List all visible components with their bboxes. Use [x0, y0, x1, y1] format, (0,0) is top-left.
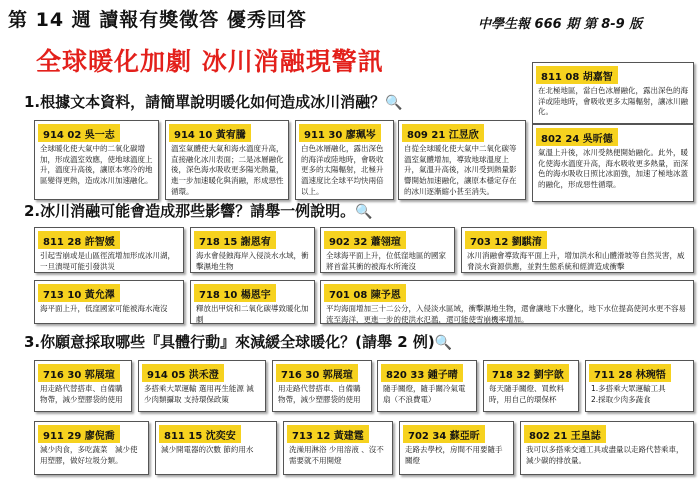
answer-card: [377, 360, 477, 412]
answer-text: 每天隨手關燈、買飲料時，用自己的環保杯: [489, 384, 564, 404]
answer-text: 引起雪崩或是山區徑流增加形成冰川湖，一旦潰堤可能引發洪災: [40, 251, 175, 271]
student-tag: 711 28 林琬牾: [589, 364, 671, 382]
answer-text: 白色冰層融化，露出深色的海洋或陸地時，會吸收更多的太陽輻射，北極升溫速度比全球平均快兩倍以上。: [301, 144, 384, 196]
student-tag: 902 32 蕭翎瑄: [324, 231, 406, 249]
answer-text: 溫室氣體使大氣和海水溫度升高，直接融化冰川表面；二是冰層融化後，深色海水吸收更多陽光熱量，進一步加速暖化與消融，形成惡性循環。: [171, 144, 284, 196]
student-tag: 713 10 黃允澤: [38, 284, 120, 302]
answer-text: 隨手關燈，隨手關冷氣電扇（不浪費電）: [383, 384, 466, 404]
answer-text: 冰川消融會導致海平面上升，增加洪水和山體滑坡等自然災害，威脅淡水資源供應，並對生態系統和經濟造成衝擊: [467, 251, 685, 271]
answer-card: [398, 120, 526, 200]
student-tag: 911 29 廖倪喬: [38, 425, 120, 443]
student-tag: 914 02 吳一志: [38, 124, 120, 142]
answer-card: [461, 227, 694, 273]
week-title: 第 14 週 讀報有獎徵答 優秀回答: [8, 9, 307, 31]
answer-card: [34, 360, 132, 412]
answer-card: [320, 280, 694, 324]
answer-text: 1.多搭乘大眾運輸工具 2.採取少肉多蔬食: [591, 384, 666, 404]
headline: 全球暖化加劇 冰川消融現警訊: [36, 47, 384, 76]
answer-card: [34, 120, 159, 200]
answer-text: 釋放出甲烷和二氧化碳導致暖化加劇: [196, 304, 309, 324]
answer-text: 用走路代替搭車、自備購物帶，減少塑膠袋的使用: [278, 384, 361, 404]
answer-text: 海平面上升，低窪國家可能被海水淹沒: [40, 304, 168, 313]
question-2: [24, 200, 373, 221]
student-tag: 713 12 黃建霆: [287, 425, 369, 443]
student-tag: 811 15 沈奕安: [159, 425, 241, 443]
answer-card: [320, 227, 455, 273]
answer-card: [34, 227, 184, 273]
student-tag: 809 21 江昱欣: [402, 124, 484, 142]
answer-text: 在北極地區，當白色冰層融化，露出深色的海洋或陸地時，會吸收更多太陽輻射，讓冰川融化。: [538, 86, 688, 117]
answer-card: [34, 280, 184, 324]
question-number: 2.: [24, 202, 41, 220]
answer-card: [155, 421, 277, 475]
answer-text: 洗澡用淋浴 少用溶液 、沒不需要就不用開燈: [289, 445, 384, 465]
magnifier-question-icon: 🔍: [434, 335, 453, 351]
answer-card: [520, 421, 694, 475]
answer-text: 用走路代替搭車、自備購物帶，減少塑膠袋的使用: [40, 384, 123, 404]
answer-text: 海水會侵蝕海岸入侵淡水水域，衝擊濕地生物: [196, 251, 309, 271]
student-tag: 718 10 楊恩宇: [194, 284, 276, 302]
answer-text: 多搭乘大眾運輸 選用再生能源 減少肉類攝取 支持環保政策: [144, 384, 254, 404]
answer-text: 全球暖化使大氣中的二氧化碳增加，形成溫室效應，使地球溫度上升，溫度升高後，讓原本寒冷的地區變得更熱，造成冰川加速融化。: [40, 144, 153, 185]
answer-card: [532, 124, 694, 202]
answer-card: [399, 421, 514, 475]
answer-card: [272, 360, 372, 412]
student-tag: 716 30 郭展瑄: [276, 364, 358, 382]
student-tag: 718 32 劉宇歆: [487, 364, 569, 382]
answer-card: [138, 360, 266, 412]
answer-card: [283, 421, 393, 475]
magnifier-question-icon: 🔍: [385, 95, 403, 111]
answer-text: 氣溫上升後，冰川受熱便開始融化。此外，暖化使海水溫度升高，海水吸收更多熱量，而深色的海水吸收日照比冰面強，加速了極地冰蓋的融化，形成惡性循環。: [538, 148, 688, 189]
answer-card: [585, 360, 694, 412]
answer-card: [34, 421, 149, 475]
answer-text: 自從全球暖化使大氣中二氧化碳等溫室氣體增加，導致地球溫度上升，氣溫升高後，冰川受到熱量影響開始加速融化，讓原本穩定存在的冰川逐漸縮小甚至消失。: [404, 144, 517, 196]
student-tag: 702 34 蘇亞昕: [403, 425, 485, 443]
answer-card: [190, 227, 315, 273]
student-tag: 701 08 陳予恩: [324, 284, 406, 302]
student-tag: 716 30 郭展瑄: [38, 364, 120, 382]
student-tag: 820 33 鍾子晴: [381, 364, 463, 382]
answer-card: [532, 62, 694, 124]
answer-card: [165, 120, 289, 200]
answer-text: 減少開電器的次數 節約用水: [161, 445, 254, 454]
student-tag: 914 05 洪禾澄: [142, 364, 224, 382]
answer-card: [483, 360, 579, 412]
student-tag: 811 08 胡嘉智: [536, 66, 618, 84]
answer-card: [190, 280, 315, 324]
student-tag: 811 28 許智媛: [38, 231, 120, 249]
student-tag: 914 10 黃宥騰: [169, 124, 251, 142]
answer-text: 我可以多搭乘交通工具或盡量以走路代替乘車，減少碳的排放量。: [526, 445, 684, 465]
question-text: 你願意採取哪些『具體行動』來減緩全球暖化？(請舉 2 例): [40, 333, 435, 351]
question-number: 1.: [24, 93, 41, 111]
question-3: [24, 331, 452, 352]
student-tag: 703 12 劉騏淯: [465, 231, 547, 249]
student-tag: 718 15 謝恩宥: [194, 231, 276, 249]
answer-text: 平均海面增加三十二公分，入侵淡水區域，衝擊濕地生物，還會讓地下水鹽化，地下水位提高使河水更不容易流至海洋，更進一步的使洪水氾濫，還可能使雪崩機率增加。: [326, 304, 686, 324]
issue-label: 中學生報 666 期 第 8-9 版: [478, 17, 643, 32]
student-tag: 911 30 廖珮岑: [299, 124, 381, 142]
student-tag: 802 24 吳昕德: [536, 128, 618, 146]
question-number: 3.: [24, 333, 41, 351]
magnifier-question-icon: 🔍: [355, 204, 373, 220]
question-1: [24, 91, 403, 112]
question-text: 冰川消融可能會造成那些影響？請舉一例說明。: [40, 202, 356, 220]
answer-text: 走路去學校，房間不用要隨手關燈: [405, 445, 503, 465]
answer-card: [295, 120, 394, 200]
student-tag: 802 21 王皇誌: [524, 425, 606, 443]
answer-text: 減少肉食，多吃蔬菜 減少使用塑膠，做好垃圾分類。: [40, 445, 138, 465]
answer-text: 全球海平面上升，位低窪地區的國家將首當其衝的被海水所淹沒: [326, 251, 446, 271]
question-text: 根據文本資料，請簡單說明暖化如何造成冰川消融？: [40, 93, 386, 111]
